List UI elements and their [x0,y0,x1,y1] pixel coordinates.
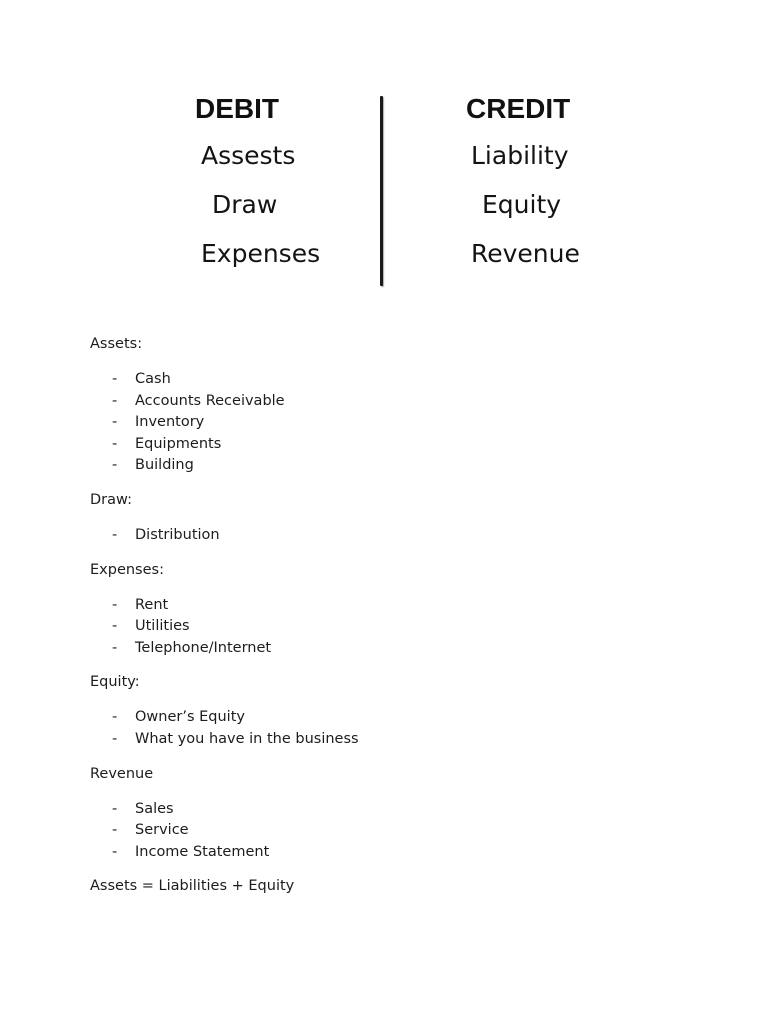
bullet-dash: - [112,392,118,409]
list-item-text: Inventory [135,414,205,431]
section-title-expenses: Expenses: [90,561,164,578]
list-item-text: Owner’s Equity [135,709,245,726]
list-item-text: Equipments [135,435,222,452]
bullet-dash: - [112,822,118,839]
expenses-list [90,595,690,660]
list-item [90,412,690,434]
debit-header: DEBIT [195,93,279,124]
credit-item-liability: Liability [471,141,569,170]
notes-section [90,334,690,897]
list-item-text: Cash [135,371,171,387]
bullet-dash: - [112,730,118,747]
list-item [90,842,690,864]
bullet-dash: - [112,596,118,613]
credit-item-equity: Equity [482,190,562,219]
list-item-text: Building [135,457,194,474]
list-item [90,707,690,729]
bullet-dash: - [112,526,118,543]
credit-item-revenue: Revenue [471,239,580,268]
debit-item-assests: Assests [201,141,296,170]
credit-header: CREDIT [466,93,571,124]
list-item [90,525,690,547]
bullet-dash: - [112,435,118,452]
list-item [90,729,690,751]
bullet-dash: - [112,843,118,860]
revenue-list [90,799,690,864]
accounting-equation: Assets = Liabilities + Equity [90,878,295,895]
list-item-text: Telephone/Internet [135,639,272,656]
list-item [90,616,690,638]
list-item-text: Sales [135,800,174,817]
debit-item-draw: Draw [212,190,278,219]
list-item [90,595,690,617]
list-item [90,455,690,477]
debit-item-expenses: Expenses [201,239,321,268]
bullet-dash: - [112,371,118,387]
list-item [90,434,690,456]
list-item [90,799,690,821]
bullet-dash: - [112,414,118,431]
list-item-text: Distribution [135,526,220,543]
section-title-equity: Equity: [90,674,140,691]
section-title-assets: Assets: [90,336,143,352]
draw-list [90,525,690,547]
list-item-text: Rent [135,596,169,613]
list-item-text: Service [135,822,189,839]
list-item [90,820,690,842]
assets-list [90,369,690,477]
bullet-dash: - [112,639,118,656]
bullet-dash: - [112,709,118,726]
list-item-text: Accounts Receivable [135,392,285,409]
list-item [90,391,690,413]
t-account-divider [380,96,383,286]
equity-list [90,707,690,750]
list-item [90,638,690,660]
bullet-dash: - [112,618,118,635]
list-item [90,369,690,391]
section-title-draw: Draw: [90,491,132,508]
bullet-dash: - [112,457,118,474]
section-title-revenue: Revenue [90,765,154,782]
list-item-text: Utilities [135,618,190,635]
list-item-text: What you have in the business [135,730,359,747]
list-item-text: Income Statement [135,843,270,860]
bullet-dash: - [112,800,118,817]
